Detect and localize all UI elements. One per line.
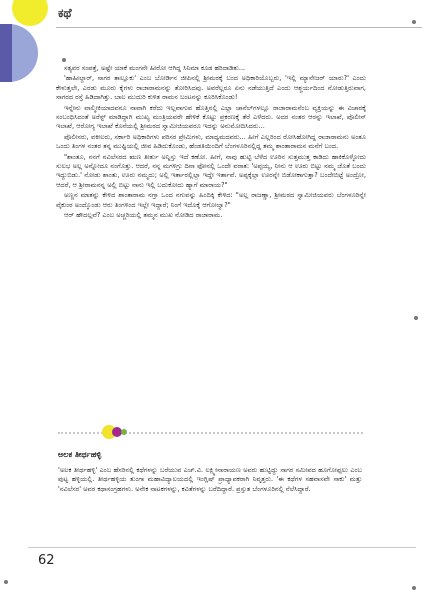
story-paragraph: "ಶಾಂತೂ, ನನಗೆ ನವಿಲೆಸರದ ಋಣ ತೀರ್ತು ಅನ್ನಿಸ್ತು ಇದೆ ಕಣೋ. ಹೀಗೆ, ನಾವು ಹುಟ್ಟಿ ಬೆಳೆದ ಊರಿನ ಸುತ್ತಮುತ್ತ ಕಾಡಿದು ಹಾಕಿಕೊಳ್ಳೋದು ಸುಲಭ ಅಲ್ಲ ಅನ್ನೋದೂ ನಂಗೊತ್ತು. ಆದರೆ, ನನ್ನ ಮಗಳಿಗ್ರು ದಿನಾ ಫೋನಲ್ಲಿ ಒಂದೇ ವರಾತ: 'ಅಪ್ಪಯ್ಯ, ನೀನು ಆ ಊರು ಬಿಟ್ಟು ನಮ್ಮ ಜೊತೆ ಬಂದು ಇದ್ದುಬಿಡು.' ನೋಡು ಶಾಂತು, ಊರು ನಮ್ಮದು; ಅಲ್ಲಿ ಇರ್ತಾರಲ್ಲಿಲ್ಲಾ ಇದ್ದೇ ಇರ್ತಾವೆ. ಅಪ್ಪಕ್ಕೆಲ್ಲಾ ಊರನ್ನೇ ಬಿಡೋಕಾಗುತ್ತಾ? ಬಂದೇಬಿಟ್ಟೆ ಅಂದ್ರೋ, ಆದರೆ, ಆ ಶ್ರೀರಾಮನನ್ನ ಅಲ್ಲಿ ಬಿಟ್ಟು ನಾನು ಇಲ್ಲಿ ಬದುಕೋದು ಹ್ಯಾಗೆ ಮಾರಾಯ?": [56, 152, 366, 189]
decorative-yellow-circle: [12, 0, 48, 26]
section-title: ಕಥೆ: [58, 6, 72, 20]
story-paragraph: ಇನ್ನೇನು ವಾಲ್ಮೀಕಿಯಾದವನೂ ನಾವಾಗಿ ಕರೆದು ಇಲ್ಲವಾಗುವ ಹೊತ್ತಿನಲ್ಲಿ ಎಲ್ಲಾ ಚಾನೆಲ್‌ಗಳಲ್ಲೂ ರಾಜಾರಾಮನೆಂಬ ವ್ಯಕ್ತಿಯನ್ನು ಈ ವಿಚಾರಕ್ಕೆ ಸಂಬಂಧಿಸಿದಂತೆ ಅರೆಸ್ಟ್ ಮಾಡಿದ್ದಾಗಿ ಮುಖ್ಯ ಮಂತ್ರಿಯವರೇ ಹೇಳಿಕೆ ಕೊಟ್ಟು ಪ್ರಕರಣಕ್ಕೆ ತೆರೆ ಎಳೆದರು. ಅದರ ನಂತರ ಆರನ್ನು ಇಲಾಖೆ, ಪೊಲೀಸ್ ಇಲಾಖೆ, ಆರೋಗ್ಯ ಇಲಾಖೆ ಕೊನೆಯಲ್ಲಿ ಶ್ರೀಮಠದ ಸ್ವಾಮೀಜಿಯವರೂ ಇದನ್ನು ಅನುಮೋದಿಸಿದರು...: [56, 103, 366, 131]
crop-mark: [414, 316, 418, 320]
story-paragraph: 'ಹಾಹೀಲ್ದಾರ್, ಸಾಗರ ತಾಲ್ಲೂಕು' ಎಂಬ ಬೋರ್ಡಿನ ಜೀಪಿನಲ್ಲಿ ಶ್ರೀಮಠಕ್ಕೆ ಬಂದ ಅಧಿಕಾರಿಯೊಬ್ಬರು, 'ಇಲ್ಲಿ ಮ್ಯಾನೇಜರ್ ಯಾರು?' ಎಂದು ಕೇಳುತ್ತಲೇ, ಎರಡು ಮೂರು ಕೈಗಳು ರಾಜಾರಾಮನನ್ನು ತೋರಿಸಿದವು. ಅವರೆಲ್ಲರೂ ಏನು ನಡೆಯುತ್ತಿದೆ ಎಂದು ಆಶ್ಚರ್ಯದಿಂದ ನೋಡುತ್ತಿರುವಾಗ, ಸಾಗರದ ರಸ್ತೆ ಹಿಡಿದಾಗಿತ್ತು. ಬಾಲ ಮುದುರಿ ಕುಳಿತ ರಾಮನ ಬಂಟನನ್ನು ಕೂರಿಸಿಕೊಂಡು!: [56, 74, 366, 102]
crop-mark: [412, 586, 416, 590]
crop-mark: [4, 580, 8, 584]
header-rule: [56, 27, 422, 28]
decorative-blue-bar: [0, 24, 12, 82]
decorative-green-dot: [121, 429, 127, 435]
story-text: [56, 64, 366, 221]
story-paragraph: ಸತ್ಯವರ ಸಂಪತ್ತೆ, ಅಷ್ಟೇ ಯಾಕೆ ಮಂಗನೇ ಹೀರೋ ಆಗಿದ್ದ ಸಿನಿಮಾ ಕೂಡ ಹರಿದಾಡಿತು...: [64, 64, 246, 72]
story-paragraph: ಪೊಲೀಸರು, ವಕೀಲರು, ಸರ್ಕಾರಿ ಅಧಿಕಾರಿಗಳು ಪರಿಸರ ಪ್ರೇಮಿಗಳು, ಮಾಧ್ಯಮದವರು... ಹೀಗೆ ಎಲ್ಲರಿಂದ ರೋಸಿಹೋಗಿದ್ದ ರಾಜಾರಾಮನು ಅಂತೂ ಒಂದು ತಿಂಗಳ ನಂತರ ತನ್ನ ಮುಷ್ಟಿಯಲ್ಲಿ ಜೀವ ಹಿಡಿದುಕೊಂಡು, ಹೆಂಡತಿಯಿಂದಿಗೆ ಬೆಂಗಳೂರಿನಲ್ಲಿದ್ದ ತಮ್ಮ ಶಾಂತಾರಾಮನ ಮನೆಗೆ ಬಂದ.: [56, 132, 366, 151]
story-paragraph: ಆರ್ ಹೌದಲ್ಲವೆ? ಎಂಬ ಅಚ್ಚರಿಯಲ್ಲಿ ತಮ್ಮನ ಮುಖ ನೋಡಿದ ರಾಜಾರಾಮ.: [64, 211, 223, 220]
crop-mark: [412, 20, 416, 24]
crop-mark: [62, 58, 66, 62]
author-heading: ಅಲಕ ತೀರ್ಥಹಳ್ಳಿ: [58, 450, 102, 459]
author-bio: 'ಅಲಕ ತೀರ್ಥಹಳ್ಳಿ' ಎಂಬ ಹೆಸರಿನಲ್ಲಿ ಕಥೆಗಳನ್ನು ಬರೆಯುವ ಎಚ್.ವಿ. ಲಕ್ಷ್ಮೀನಾರಾಯಣ ಅವರು ಹುಟ್ಟಿದ್ದು ಸಾಗರ ಸಮೀಪದ ಹೂಗೋಫ್ಪಲು ಎಂಬ ಪುಟ್ಟ ಹಳ್ಳಿಯಲ್ಲಿ. ತೀರ್ಥಹಳ್ಳಿಯ ತುಂಗಾ ಮಹಾವಿದ್ಯಾಲಯದಲ್ಲಿ ಇಂಗ್ಲಿಷ್ ಪ್ರಾಧ್ಯಾಪಕರಾಗಿ ನಿವೃತ್ತರು. 'ಈ ಕಥೆಗಳ ಸಹವಾಸವೇ ಸಾಕು' ಮತ್ತು 'ನವಿಲೆಸರ' ಅವರ ಕಥಾಸಂಗ್ರಹಗಳು. ಅನೇಕ ನಾಟಕಗಳನ್ನು, ಕವಿತೆಗಳನ್ನು ಬರೆದಿದ್ದಾರೆ. ಪ್ರಸ್ತುತ ಬೆಂಗಳೂರಿನಲ್ಲಿ ನೆಲೆಸಿದ್ದಾರೆ.: [58, 466, 362, 493]
story-paragraph: ಅಣ್ಣನ ಮಾತನ್ನು ಕೇಳಿದ ಶಾಂತಾರಾಮ ನಗ್ತಾ ಒಂದ ನಗುವನ್ನು ಹಿಂದಿಕ್ಕಿ ಕೇಳಿದ: "ಅಲ್ಲ ರಾಜಣ್ಣಾ, ಶ್ರೀಮಠದ ಸ್ವಾಮೀಜಿಯವರು ಬೆಂಗಳೂರಿನ್ನೇ ವೈಕುಂಠ ಅಂದ್ಕೊಂಡು ಆರು ತಿಂಗಳಿಂದ ಇಲ್ಲೇ ಇದ್ದಾರೆ; ನಿಂಗೆ ಇದೊಕ್ಕೆ ಆಗೋಲ್ವಾ?": [56, 191, 366, 209]
footer-rule: [28, 547, 416, 548]
page-number: 62: [38, 553, 55, 568]
